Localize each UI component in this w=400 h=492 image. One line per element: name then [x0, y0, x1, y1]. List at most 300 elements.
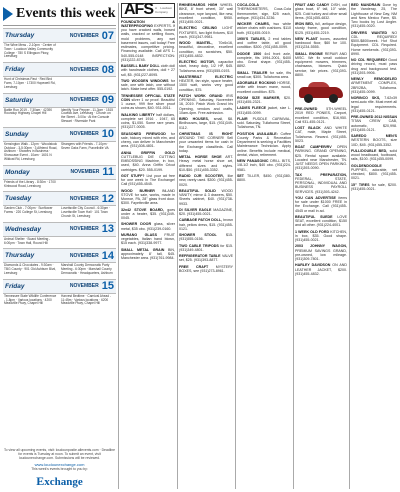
classified-ad-text: FEDERAL, STATE, PERSONAL, INDIVIDUAL AND BUSINESS PAYROLL SERVICES. (931)393-4242. — [295, 176, 347, 194]
classified-ad-heading: GOT STUFF? — [121, 173, 145, 178]
classified-ad — [179, 208, 233, 217]
events-url-link[interactable]: www.loudounexchange.com — [34, 462, 85, 467]
event-day-header — [3, 127, 116, 142]
classified-ad-heading: BEAUTIFUL SOLID — [179, 188, 216, 193]
classified-ad — [179, 254, 233, 263]
event-day-number: 12 — [101, 192, 114, 205]
event-entry: Harvest Bedtime · Carnival Ahead - 11:45m · Various locations · 6200 Meadville Pkwy, Chapel Hill — [61, 293, 111, 306]
classified-ad — [179, 60, 233, 73]
event-day-month: NOVEMBER — [69, 66, 99, 73]
classified-ad — [351, 149, 397, 162]
afs-tagline: A Loudoun Company — [155, 6, 172, 15]
event-day-number: 09 — [101, 94, 114, 107]
classified-ad — [179, 265, 233, 274]
event-day-number: 08 — [101, 63, 114, 76]
classified-ad — [295, 263, 347, 276]
event-entry: Garden Club - 7:00pm · Sunflower Farms · 220 College St, Leesburg — [4, 206, 53, 215]
classified-ad-text: TITAN CREW CAB, automatic, $20,998. (931)455-0121. — [351, 119, 397, 132]
classified-column-3 — [237, 3, 291, 489]
classified-ad-text: boxes, assorted hardwood floor, $60 for 100. (931)234-5555. — [295, 36, 347, 50]
classified-ad — [179, 26, 233, 39]
classified-ad — [237, 174, 291, 183]
event-day-month: NOVEMBER — [69, 97, 99, 104]
classified-ad — [121, 208, 175, 221]
event-entry: Identify Your Pepper - 11-3pm · 1515 Cowlick Ave, Leesburg · Church on the Street - 3:00a · At the Console Stewart · Riverside Park — [61, 107, 114, 123]
event-day-listing — [3, 237, 116, 247]
classified-ad — [121, 151, 175, 172]
exchange-logo-e: E — [36, 474, 45, 488]
classified-ad-heading: SET — [237, 173, 244, 178]
classified-ad-text: TILLER, $450. (931)380-8800. — [237, 173, 291, 182]
column-divider — [293, 3, 294, 489]
classified-ad-heading: 2003 JOHNNY WAGON, — [295, 244, 347, 249]
classified-ad — [295, 126, 347, 143]
classified-ad — [237, 52, 291, 69]
event-day-month: NOVEMBER — [69, 131, 99, 138]
classified-ad-heading: DI SILVER EAGLE — [179, 207, 212, 212]
classified-ad-text: items for sale under $1000 FREE in the Exchange. Call (931)455-4545 or mail in ad. — [295, 195, 347, 213]
classified-ad-text: Dove by the Vanderay, 25, The Lighthouse of New Day, NM and New Mexico Farm, $5. Two books by Lost Angler. (931)455-0020. — [351, 3, 397, 29]
exchange-logo — [3, 474, 116, 489]
classified-ad — [295, 52, 347, 78]
classified-ad-text: WESTERN BOOTS, size 10D, $45. (931)455-3352. — [351, 138, 397, 147]
classified-list-5 — [351, 3, 397, 191]
classified-ad-heading: COCA-COLA — [237, 3, 259, 7]
classified-ad-text: $15. (931)555-0156. — [179, 233, 233, 242]
classified-ad — [121, 64, 175, 77]
event-day — [3, 165, 116, 190]
event-day — [3, 279, 116, 307]
event-entry: Animal Shelter · Board Meeting - 6:00pm · Town Hall, Round Hill — [4, 236, 51, 245]
classified-ad-text: ON AND LEATHER JACKET, $200. (931)455-4832. — [295, 263, 347, 276]
event-entry: Kensington Walk - 12pm · Woodstock Outdoor - 3-5:30pm · 3 Alfriend Road, Ashburn · Showers in Business · Showcase Event - 10am · 1601 N Wildcat Rd, Leesburg — [4, 141, 58, 161]
classified-ad-text: 2 end tables and coffee table, all good condition. $300. (931)455-0099. — [237, 36, 291, 50]
classified-ad-text: 7.62x39 semi-auto rifle. Must meet all legal requirements. (931)455-0121. — [351, 96, 397, 113]
classified-ad-text: Good driving record, must pass drug and background test. (931)393-9906. — [351, 58, 397, 75]
classified-ad-heading: WOOD BURNER — [121, 188, 155, 193]
classified-ad-text: brown hair, yellow dress, $15. (931)455-0121. — [179, 218, 233, 231]
classified-ad-heading: FREE CRAFT — [179, 264, 209, 269]
classified-ad-heading: SAREDO MEN'S — [351, 134, 397, 138]
classified-ad-heading: CABBAGE PATCH DOLL, — [179, 218, 223, 223]
classified-column-2 — [179, 3, 233, 489]
classified-ad-heading: RHINESHARDS HIGH — [179, 3, 218, 7]
classified-ad — [121, 94, 175, 111]
event-entry: Battle Run 2019 - 7:30am · 42390 Roundup Highway Chapel Hill — [4, 107, 53, 116]
classified-ad — [179, 233, 233, 242]
classified-ad — [179, 155, 233, 172]
event-day-month: NOVEMBER — [69, 252, 99, 259]
classified-ad-text: DRILL BITS, 1/8-1/2 inch, $40 obo. (931)224-9581. — [237, 159, 291, 172]
event-day — [3, 62, 116, 90]
classified-ad — [295, 244, 347, 261]
event-day-name: Wednesday — [5, 225, 42, 233]
truck-wheel — [304, 94, 313, 103]
classified-ad-heading: SMALL METAL GRAIN — [121, 247, 165, 252]
classified-column-5 — [351, 3, 397, 489]
classified-ad — [237, 132, 291, 158]
classified-ad-heading: PRE-OWNED — [295, 107, 318, 111]
classified-ad-heading: REFRIGERATOR TABLE — [179, 254, 221, 258]
classified-column-1 — [121, 3, 175, 489]
classified-ad-heading: NEW PLANT — [295, 36, 318, 41]
classified-ad — [179, 3, 233, 24]
classified-ad — [179, 174, 233, 187]
event-day-listing — [3, 108, 116, 125]
classified-ad — [351, 77, 397, 94]
classified-ad-heading: ELECTRIC CEILING — [179, 26, 217, 31]
classified-ad-text: $20. (931)455-2321. — [237, 95, 291, 104]
classified-ad — [237, 117, 291, 130]
events-footer-note: To view all upcoming events, visit: loudounpostie.allevents.com · Deadline for events is Tuesday at noon. To submit an event, visit loudounexchange.com. Submissions will be reviewed. — [3, 448, 115, 460]
column-divider — [235, 3, 236, 489]
classified-ad-text: ART. Heavy metal horse shoe art, different sizes and styles. $10-$50. (931)455-3352. — [179, 155, 233, 172]
event-entry: Hunt of Christmas Past · Red Bird Farm, 7-10pm · 17300 Hopewell Rd, Leesburg — [4, 77, 56, 89]
classified-ad-heading: LADIES FLEECE — [237, 106, 267, 111]
event-day — [3, 93, 116, 125]
classified-ad-text: for sale, $200. (931)455-0021. — [351, 182, 397, 191]
event-day-listing — [3, 206, 116, 219]
event-day-header — [3, 28, 116, 43]
event-day — [3, 127, 116, 163]
classified-ad-text: List your ad free for one week in The Exchange! Call (931)455-4545. — [121, 173, 175, 187]
classified-ad — [295, 173, 347, 194]
classified-ad-text: MYSTERY BOXES, see (931)273-8961. — [179, 264, 233, 273]
classified-ad-text: APARTMENT COMPLEX, 2BR/2BA, Tullahoma. (931)455-0099. — [351, 81, 397, 94]
classified-ad-heading: ANNA GRIFFIN GOLD — [121, 150, 175, 155]
classified-ad-text: Coffee County Parks & Recreation Department is seeking a Facilities Maintenance Technician. Apply online. Benefits include medical, dental, vision, retirement. — [237, 131, 291, 157]
classified-ad-heading: CHRISTMAS IS RIGHT — [179, 131, 233, 136]
event-day-name: Saturday — [5, 96, 33, 104]
classified-ad-text: for sale, fits small car, $300. Tullahoma area. — [237, 70, 291, 79]
event-entry: The Wine Mess - 2-10pm · Center of Town · Loudoun Valley Community College · 780 S Ellingson Pkwy, Leesburg — [4, 43, 56, 59]
event-entry: Lovettsville City Council - 6:30pm · Lovettsville Town Hall · 101 Town Church St, Leesburg — [61, 206, 111, 218]
classified-ad — [295, 230, 347, 243]
classified-ad-heading: LOST BLACK — [295, 126, 321, 130]
classified-ad-text: for sale, hickory mixed with elm, and cherry, can deliver in Manchester area. (931)308-4801. — [121, 131, 175, 149]
event-day-listing — [3, 263, 116, 276]
classified-ad-text: IRIS OPENING, Saturday, November 16, 2019. Patch Work Grand Iris Opening, vendors and crafts, 10am-4pm. Free admission. — [179, 93, 233, 115]
classified-list-2 — [179, 3, 233, 273]
event-day — [3, 222, 116, 247]
classified-ad — [121, 248, 175, 261]
classified-ad-text: LOVE SEAT, excellent condition, $150 and all other. (931)224-4001. — [295, 214, 347, 228]
classified-ad-text: HEATER, fan style, space heater, 1500 watt, works very good condition, $75. — [179, 79, 233, 92]
classified-ad — [295, 22, 347, 35]
event-day-name: Monday — [5, 168, 30, 176]
classified-ad-heading: NEW PANASONIC — [237, 159, 269, 163]
classified-ad-heading: SHOWER STOOL — [179, 233, 217, 237]
events-tagline: This week's events brought to you by: — [31, 467, 88, 471]
classified-ad-text: half dollars, complete set 1916 - 1947, 65 coins, $1,050. Some rare years. (931)227-0005. — [121, 112, 175, 130]
classified-ad-text: 4x4 front axle, complete, fits 1994-2001, $400 obo. Great shape. (931)455-8892. — [237, 51, 291, 69]
event-day-name: Thursday — [5, 252, 35, 260]
classified-ad-text: AND WHITE CAT, male, Maple Street, Tullahoma. Reward. (931)455-5023. — [295, 126, 347, 143]
classified-ad-text: PREMIUM SAVINGS GRAND, pre-owned, low mileage. (931)309-7801. — [295, 248, 347, 261]
classified-ad-heading: PRE-OWNED 2012 NISSAN — [351, 115, 397, 119]
classified-ad-heading: SMALL TRAILER — [237, 70, 268, 75]
event-entry: Strangers with Friends - 7-10pm · Seven Oaks Farm, Purcellville VA — [61, 141, 109, 150]
classified-ad — [237, 96, 291, 105]
classified-ad-text: CUTTLEBUG DIE CUTTING EMBOSSING Machine, in box, used, $40. Anna Griffin Cricut cartridges. $20. 555-0199. — [121, 154, 175, 172]
event-day-month: NOVEMBER — [70, 169, 100, 176]
events-header — [3, 3, 116, 26]
classified-ad — [179, 75, 233, 92]
classified-ad-heading: TENNESSEE OFFICIAL STATE COIN — [121, 93, 175, 102]
classified-ad-text: goes under a heater, $35. (931)349-0045. — [121, 207, 175, 220]
classified-ad-heading: ROOM SIZE MARKER, — [237, 95, 281, 100]
classified-ad — [237, 22, 291, 35]
classified-ad-text: small, $8. Birdhouses, large, $15. (931)349-0112. — [179, 117, 233, 130]
classified-ad-heading: 1 WEEK OLD FORD — [295, 229, 330, 234]
classified-ad-heading: YOU CAN ADVERTISE — [295, 195, 336, 200]
events-footer — [3, 448, 116, 489]
classified-ad-text: cloth doll with handmade clothes, doll + 27 sdl, $5. (931)227-8095. — [121, 64, 175, 77]
classified-ad — [121, 233, 175, 246]
classified-ad-heading: FOUNDATION & WATERPROOFING — [121, 19, 175, 28]
classified-ad — [179, 117, 233, 130]
event-day-number: 15 — [101, 280, 114, 293]
event-day — [3, 28, 116, 60]
classified-ad-heading: PATCH WORK GRAND — [179, 93, 223, 98]
event-day-name: Sunday — [5, 130, 29, 138]
classified-ad-text: KITCHEN, in box, $35. Good shape. (931)455-0021. — [295, 229, 347, 242]
classified-ad — [237, 81, 291, 94]
classified-ad-heading: ELECTRIC MOTOR, — [179, 60, 215, 64]
classified-ad — [179, 189, 233, 206]
classified-ad — [179, 132, 233, 153]
event-entry: Marshall County Democratic Party Meeting - 6:30pm · Marshall County Democratic · Headquarters, Ashburn — [61, 263, 113, 275]
event-day-month: NOVEMBER — [69, 32, 99, 39]
classified-ad-text: jacket, size L. (931)455-0099. — [237, 106, 291, 115]
events-title: Events this week — [16, 6, 116, 21]
classified-list-4a — [295, 3, 347, 77]
classified-ad — [121, 174, 175, 187]
classified-ad-text: THERMOMETERS, Coca-Cola thermometer, sign, $25 each, antique. (931)434-3236. — [237, 7, 291, 20]
classified-ad-heading: ADORABLE ROCKING — [237, 81, 276, 85]
classified-ad — [351, 31, 397, 57]
event-day-listing — [3, 180, 116, 190]
afs-logo: AFS — [124, 3, 153, 19]
classified-ad-heading: 32x42 STOVE BOARD, — [121, 207, 164, 212]
classified-ad — [295, 37, 347, 50]
event-entry — [61, 181, 115, 189]
classified-ad-text: NO CDL REQUIRED! $500-$800/week. Hot Shot Equipment. CDL Required. Home weekends. (931)393-8990. — [351, 30, 397, 56]
classified-ad-heading: SHOWER DOOR — [121, 222, 152, 227]
classified-ad-heading: NEWLY REMODELED — [351, 77, 397, 81]
classified-ad-heading: MURANO GLASS — [121, 232, 157, 237]
column-divider — [177, 3, 178, 489]
event-day-header — [3, 191, 116, 206]
classified-ad-heading: FLAIR — [237, 116, 248, 121]
classified-ad — [237, 106, 291, 115]
classified-ad-text: EXPERTS. If you have cracked walls, bowed walls, cracked or settling floors, mold problems, any wet basement issues, call today! Free estimates, competitive pricing. Financing available. Call AFS 1-540-555-0148 INSPECTION: (931)222-8745. — [121, 23, 175, 62]
classified-ad-heading: BEAUTIFUL SUEDE — [295, 214, 333, 219]
classified-ad-heading: POSITION AVAILABLE: — [237, 131, 278, 136]
classified-ad-text: PUDDLE CARNIVAL, sold. Saturday, Tullahoma Street, Tullahoma, TN. — [237, 116, 291, 130]
classified-ad — [295, 145, 347, 171]
event-day-number: 13 — [101, 223, 114, 236]
classified-ad-heading: BASSELL BABY DOLL — [121, 64, 160, 68]
classified-ad-heading: WOOD MANTEL, — [179, 41, 213, 45]
classified-ad-text: DISH, cut glass bowl, 6" tall, 10" wide, $25. Cold turkey and other small items. (931)455-4832. — [295, 3, 347, 20]
classified-ad — [179, 244, 233, 253]
classified-ad — [351, 115, 397, 132]
classified-ad-heading: TWO CABLE TRIPODS — [179, 243, 219, 248]
classified-column-4 — [295, 3, 347, 489]
column-divider — [118, 3, 119, 489]
classified-ad — [351, 164, 397, 181]
classified-ad-heading: IRON BED, — [295, 22, 314, 26]
classified-ad-heading: RADIO DJR SCOOTER, — [179, 174, 224, 178]
classified-ad — [121, 132, 175, 149]
event-entry — [61, 78, 115, 89]
classified-ad-heading: 15" TIRES — [351, 182, 370, 187]
classified-ad-text: WHEEL BIKE, 8' front wheel, 30" wall clearance, rope lanyard, like new, excellent condition, $950. (931)455-0021. — [179, 3, 233, 24]
classified-ad-text: BIN, approximately 8' tall, $45. Manchester area. (931)761-9984. — [121, 247, 175, 260]
event-day-name: Friday — [5, 282, 25, 290]
classified-ad — [121, 189, 175, 206]
classified-ad — [295, 215, 347, 228]
event-day-number: 11 — [102, 166, 114, 179]
truck-wheel — [329, 94, 338, 103]
classified-ad-text: OPEN PARKING. GRAND OPENING, $25. Rental space available. Located near Manchester, TN. JUST NEEDS OPEN PARKING. (931)393-0090. — [295, 145, 347, 171]
classified-ad-heading: WALKING LIBERTY — [121, 112, 155, 117]
classified-ad-heading: TWO WOODEN WINDOWS — [121, 78, 169, 83]
classified-ad-heading: DODGE 1500 — [237, 51, 262, 56]
event-day-month: NOVEMBER — [69, 283, 99, 290]
classified-ad-heading: 1950'S TABLES, — [237, 36, 266, 41]
event-day — [3, 248, 116, 276]
event-day-number: 14 — [101, 249, 114, 262]
event-day-header — [3, 93, 116, 108]
classified-list-3 — [237, 3, 291, 182]
classified-ad — [237, 71, 291, 80]
classified-ad-text: PUPPIES, adorable, vet checked, $800. (931)455-0021. — [351, 167, 397, 181]
classified-ad-heading: FRUIT AND CANDY — [295, 3, 330, 7]
event-day-listing — [3, 43, 116, 60]
classified-ad — [295, 196, 347, 213]
event-entry: Diamonds & Chocolates - 9:30am · TBG County · 901 Old Ashburn Blvd, Leesburg — [4, 263, 57, 275]
event-day-name: Tuesday — [5, 195, 32, 203]
classified-ad-text: silver 1 oz proof. Beautiful 1 ounce, 999 fine silver proof coins as shown, $40. 931-0011. — [121, 97, 175, 111]
classified-ad — [121, 20, 175, 63]
classified-list-4b — [295, 107, 347, 276]
classified-ad-heading: BED MANDRAIN — [351, 3, 381, 7]
classified-ad-text: MAGAZINE, $20. (931)455-0021. — [179, 207, 233, 216]
classified-ad-heading: SEASONED FIREWOOD — [121, 131, 166, 136]
event-day — [3, 191, 116, 219]
classified-ad — [179, 41, 233, 58]
arrow-icon — [3, 7, 13, 21]
event-day-header — [3, 222, 116, 237]
classified-ad — [237, 159, 291, 172]
classified-ad-heading: NO CDL REQUIRED! — [351, 58, 387, 62]
event-entry: Tennessee State Wildlife Conference - 1-8pm · Various locations · 4200 Meadville Pkwy, Chapel Hill — [4, 293, 57, 306]
event-entry — [61, 238, 115, 246]
classified-ad-heading: BOAT CAMPER/RV — [295, 145, 332, 149]
classified-ad-text: REPAIR AND MISC. We fix small outdoor equipment: mowers, trimmers, chainsaws, blowers. Quick service, fair prices. (931)393-8800. — [295, 51, 347, 77]
classified-ad — [351, 96, 397, 113]
event-day-month: NOVEMBER — [69, 226, 99, 233]
event-day-listing — [3, 77, 116, 90]
classified-ad — [179, 94, 233, 115]
event-day-header — [3, 62, 116, 77]
classified-ad — [237, 3, 291, 20]
event-day-month: NOVEMBER — [69, 195, 99, 202]
truck-photo — [295, 79, 347, 105]
event-entry — [61, 44, 115, 59]
classified-ad — [121, 222, 175, 231]
event-day-name: Friday — [5, 66, 25, 74]
classified-ad-heading: FULL/DOUBLE BED, — [351, 148, 388, 153]
classified-ad-text: INLAND STOVE for sale, works, made in Monroe, PA, 28" glass front door. $300. Fayetteville area. — [121, 188, 175, 206]
classified-ad-heading: NORINCO SKS, — [351, 96, 381, 100]
classified-ad-text: two white wicker chairs with cushions. $110 both. (931)455-0019. — [237, 22, 291, 35]
event-day-number: 07 — [101, 29, 114, 42]
classified-ad-heading: WICKER CHAIRS, — [237, 22, 270, 26]
event-day-header — [3, 279, 116, 294]
classified-ad — [295, 107, 347, 124]
classified-ad-heading: TAX PREPARATION, — [295, 172, 347, 177]
classified-ad-heading: HARLEY DAVIDSON — [295, 263, 331, 268]
classified-ad-heading: DRIVERS WANTED — [351, 30, 388, 35]
event-entry: Friends of the Library - 8:30m · 1700 Kirkwood Road, Leesburg — [4, 179, 56, 188]
afs-ad — [121, 3, 175, 18]
classified-ad-text: glass, silver metal, $35 obo. (931)239-0160. — [121, 222, 175, 231]
event-day-header — [3, 165, 116, 180]
classified-ad — [351, 183, 397, 192]
classified-ad-text: 70x6x16, beautiful, decorative, excellent condition, no scratches, $50. (931)455-4832. — [179, 41, 233, 58]
classified-ad — [179, 218, 233, 231]
event-day-listing — [3, 294, 116, 307]
classified-ad — [351, 134, 397, 147]
classified-ad-text: for $15. (931)349-4801. — [179, 243, 233, 252]
classified-ad-text: for sale, one with latch, one without latch. Make best offer. 555-0192. — [121, 78, 175, 92]
classified-ad — [121, 79, 175, 92]
exchange-logo-text: xchange — [44, 475, 83, 488]
event-day-listing — [3, 142, 116, 163]
classified-ad-text: like new, rarely used. $300. (931)455-0020. — [179, 174, 233, 187]
classified-ad-text: AROUND THE CORNER! Sell your unwanted items for cash in the Exchange classifieds. Call today. — [179, 136, 233, 153]
classified-ad — [351, 58, 397, 75]
classified-ad-heading: METAL HORSE SHOE — [179, 155, 222, 159]
classified-ad-text: solid wood headboard, footboard, rails, $100. (931)455-0099. — [351, 148, 397, 162]
event-day-number: 10 — [101, 128, 114, 141]
classified-ad-heading: BIRD HOUSES, — [179, 117, 209, 121]
classified-ad-heading: GOLDENDOODLE — [351, 163, 382, 168]
classified-ad-text: capacitor start, heavy duty, 1/2 HP, $45. Tullahoma area. (931)555-0193. — [179, 60, 233, 73]
classified-ad-heading: MASTERBILT ELECTRIC — [179, 74, 233, 79]
events-panel — [3, 3, 116, 489]
classified-ad — [237, 37, 291, 50]
classified-ad-text: 5TH-WHEEL 2019 RED PONIES, Carport, excellent condition, $16,950. Call 931-455-0121. — [295, 107, 347, 124]
column-divider — [349, 3, 350, 489]
classified-ad-text: VALVE set, $25. (931)393-8877. — [179, 254, 233, 263]
classified-ad-text: WOOD VANITY, mirror & 3 drawers, $50. Sheets cabinet, $40. (931)738-9933. — [179, 188, 233, 206]
event-day-header — [3, 248, 116, 263]
classified-ad — [351, 3, 397, 29]
classified-list-1 — [121, 20, 175, 261]
classified-ad — [121, 113, 175, 130]
classified-ad-text: full, antique design, sturdy frame, good condition, $125. (931)455-2219. — [295, 22, 347, 35]
classified-ad-text: HORSE, white with brown mane, wood, excellent condition. $75. — [237, 81, 291, 94]
events-day-list — [3, 28, 116, 307]
classified-ad-text: LIGHT FIXTURES, two light fixtures, $10 each. (931)347-9981. — [179, 26, 233, 39]
classified-ad-text: FRUIT vegetables, Italian hand blown, $15 each. (931)338-9977. — [121, 232, 175, 246]
classified-ad — [295, 3, 347, 20]
event-day-name: Thursday — [5, 32, 35, 39]
